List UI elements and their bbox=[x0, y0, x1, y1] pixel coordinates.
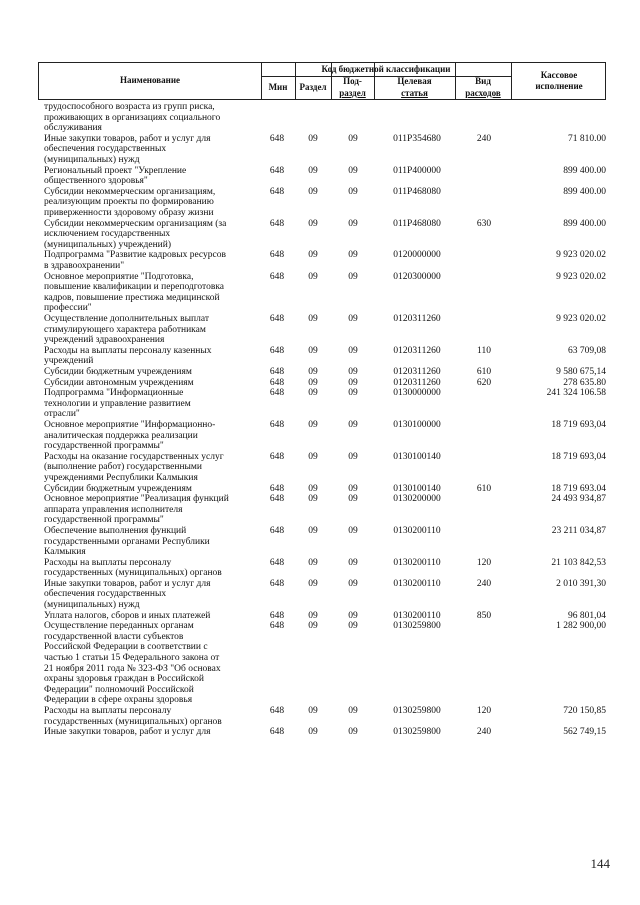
subsection-code: 09 bbox=[348, 388, 358, 399]
row-name: Региональный проект "Укрепление общественного здоровья" bbox=[44, 165, 187, 187]
subsection-code: 09 bbox=[348, 218, 358, 229]
row-name: Расходы на оказание государственных услуг (выполнение работ) государственными учреждениями Республики Калмыкия bbox=[44, 451, 224, 483]
target-item-code: 0130100000 bbox=[393, 419, 441, 430]
target-item-code: 011P400000 bbox=[393, 165, 441, 176]
target-item-code: 0130200110 bbox=[393, 578, 441, 589]
target-item-code: 0130200000 bbox=[393, 494, 441, 505]
table-row bbox=[0, 346, 640, 367]
subsection-code: 09 bbox=[348, 727, 358, 738]
cash-execution-amount: 278 635.80 bbox=[563, 377, 606, 388]
table-row bbox=[0, 187, 640, 219]
target-item-code: 011P354680 bbox=[393, 133, 441, 144]
table-row bbox=[0, 250, 640, 271]
expense-type-code: 120 bbox=[476, 706, 492, 717]
section-code: 09 bbox=[308, 313, 318, 324]
target-item-code: 0130259800 bbox=[393, 621, 441, 632]
ministry-code: 648 bbox=[269, 557, 285, 568]
cash-execution-amount: 18 719 693.04 bbox=[551, 483, 606, 494]
table-row bbox=[0, 621, 640, 706]
section-code: 09 bbox=[308, 578, 318, 589]
subsection-code: 09 bbox=[348, 419, 358, 430]
table-row bbox=[0, 706, 640, 727]
row-name: Основное мероприятие "Реализация функций аппарата управления исполнителя государственной программы" bbox=[44, 494, 229, 526]
expense-type-code: 120 bbox=[476, 557, 492, 568]
subsection-code: 09 bbox=[348, 621, 358, 632]
section-code: 09 bbox=[308, 165, 318, 176]
cash-execution-amount: 9 923 020.02 bbox=[556, 313, 606, 324]
target-item-code: 0120300000 bbox=[393, 271, 441, 282]
row-name: Иные закупки товаров, работ и услуг для bbox=[44, 727, 211, 738]
table-row bbox=[0, 102, 640, 134]
subsection-code: 09 bbox=[348, 366, 358, 377]
section-code: 09 bbox=[308, 557, 318, 568]
ministry-code: 648 bbox=[269, 366, 285, 377]
ministry-code: 648 bbox=[269, 165, 285, 176]
subsection-code: 09 bbox=[348, 186, 358, 197]
expense-type-code: 850 bbox=[476, 610, 492, 621]
row-name: Иные закупки товаров, работ и услуг для обеспечения государственных (муниципальных) нужд bbox=[44, 578, 211, 611]
section-code: 09 bbox=[308, 483, 318, 494]
section-code: 09 bbox=[308, 377, 318, 388]
section-code: 09 bbox=[308, 271, 318, 282]
ministry-code: 648 bbox=[269, 610, 285, 621]
expense-type-code: 610 bbox=[476, 366, 492, 377]
ministry-code: 648 bbox=[269, 525, 285, 536]
table-row bbox=[0, 314, 640, 346]
cash-execution-amount: 18 719 693,04 bbox=[551, 451, 606, 462]
cash-execution-amount: 9 580 675,14 bbox=[556, 366, 606, 377]
row-name: Иные закупки товаров, работ и услуг для обеспечения государственных (муниципальных) нужд bbox=[44, 133, 211, 165]
row-name: Осуществление переданных органам государственной власти субъектов Российской Федерации в соответствии с частью 1 статьи 15 Федерального закона от 21 ноября 2011 года № 323-ФЗ "Об основах охраны здоровья граждан в Российской Федерации" полномочий Российской Федерации в сфере охраны здоровья bbox=[44, 621, 221, 706]
section-code: 09 bbox=[308, 218, 318, 229]
subsection-code: 09 bbox=[348, 557, 358, 568]
row-name: Субсидии некоммерческим организациям (за исключением государственных (муниципальных) учреждений) bbox=[44, 218, 227, 250]
page-number: 144 bbox=[590, 856, 610, 871]
table-row bbox=[0, 134, 640, 166]
row-name: Осуществление дополнительных выплат стимулирующего характера работникам учреждений здравоохранения bbox=[44, 313, 209, 346]
subsection-code: 09 bbox=[348, 578, 358, 589]
table-row bbox=[0, 166, 640, 187]
target-item-code: 011P468080 bbox=[393, 186, 441, 197]
ministry-code: 648 bbox=[269, 483, 285, 494]
target-item-code: 0120311260 bbox=[393, 313, 441, 324]
target-item-code: 0130200110 bbox=[393, 610, 441, 621]
target-item-code: 0120311260 bbox=[393, 345, 441, 356]
target-item-code: 0130100140 bbox=[393, 451, 441, 462]
target-item-code: 0120000000 bbox=[393, 250, 441, 261]
cash-execution-amount: 241 324 106.58 bbox=[546, 388, 606, 399]
cash-execution-amount: 899 400.00 bbox=[563, 218, 606, 229]
cash-execution-amount: 9 923 020.02 bbox=[556, 271, 606, 282]
header-celevaya-2: статья bbox=[401, 88, 428, 98]
cash-execution-amount: 24 493 934,87 bbox=[551, 494, 606, 505]
ministry-code: 648 bbox=[269, 186, 285, 197]
section-code: 09 bbox=[308, 727, 318, 738]
subsection-code: 09 bbox=[348, 133, 358, 144]
subsection-code: 09 bbox=[348, 494, 358, 505]
section-code: 09 bbox=[308, 610, 318, 621]
expense-type-code: 610 bbox=[476, 483, 492, 494]
row-name: Основное мероприятие "Подготовка, повышение квалификации и переподготовка кадров, повышение престижа медицинской профессии" bbox=[44, 271, 225, 314]
section-code: 09 bbox=[308, 451, 318, 462]
cash-execution-amount: 21 103 842,53 bbox=[551, 557, 606, 568]
section-code: 09 bbox=[308, 186, 318, 197]
row-name: Субсидии некоммерческим организациям, реализующим проекты по формированию приверженности здоровому образу жизни bbox=[44, 186, 216, 218]
table-row bbox=[0, 388, 640, 420]
cash-execution-amount: 9 923 020.02 bbox=[556, 250, 606, 261]
cash-execution-amount: 63 709,08 bbox=[568, 345, 606, 356]
ministry-code: 648 bbox=[269, 419, 285, 430]
header-celevaya-1: Целевая bbox=[397, 76, 432, 86]
subsection-code: 09 bbox=[348, 525, 358, 536]
subsection-code: 09 bbox=[348, 271, 358, 282]
target-item-code: 0120311260 bbox=[393, 377, 441, 388]
header-podrazdel-1: Под- bbox=[343, 76, 362, 86]
target-item-code: 0130000000 bbox=[393, 388, 441, 399]
row-name: Подпрограмма "Информационные технологии и управление развитием отрасли" bbox=[44, 388, 191, 420]
table-body bbox=[0, 102, 640, 738]
cash-execution-amount: 96 801,04 bbox=[568, 610, 606, 621]
row-name: Субсидии бюджетным учреждениям bbox=[44, 483, 192, 494]
row-name: Расходы на выплаты персоналу казенных учреждений bbox=[44, 345, 212, 367]
ministry-code: 648 bbox=[269, 388, 285, 399]
row-name: Субсидии бюджетным учреждениям bbox=[44, 366, 192, 377]
table-row bbox=[0, 367, 640, 378]
section-code: 09 bbox=[308, 494, 318, 505]
table-row bbox=[0, 579, 640, 611]
target-item-code: 011P468080 bbox=[393, 218, 441, 229]
ministry-code: 648 bbox=[269, 727, 285, 738]
row-name: Расходы на выплаты персоналу государственных (муниципальных) органов bbox=[44, 706, 222, 727]
section-code: 09 bbox=[308, 366, 318, 377]
ministry-code: 648 bbox=[269, 313, 285, 324]
target-item-code: 0130100140 bbox=[393, 483, 441, 494]
table-row bbox=[0, 558, 640, 579]
section-code: 09 bbox=[308, 525, 318, 536]
cash-execution-amount: 71 810.00 bbox=[568, 133, 606, 144]
table-row bbox=[0, 526, 640, 558]
section-code: 09 bbox=[308, 133, 318, 144]
expense-type-code: 110 bbox=[477, 345, 491, 356]
ministry-code: 648 bbox=[269, 133, 285, 144]
ministry-code: 648 bbox=[269, 451, 285, 462]
row-name: Уплата налогов, сборов и иных платежей bbox=[44, 610, 211, 621]
cash-execution-amount: 2 010 391,30 bbox=[556, 578, 606, 589]
row-name: Подпрограмма "Развитие кадровых ресурсов в здравоохранении" bbox=[44, 250, 226, 271]
row-name: Обеспечение выполнения функций государственными органами Республики Калмыкия bbox=[44, 525, 210, 558]
table-row bbox=[0, 219, 640, 251]
expense-type-code: 620 bbox=[476, 377, 492, 388]
subsection-code: 09 bbox=[348, 706, 358, 717]
subsection-code: 09 bbox=[348, 165, 358, 176]
row-name: Основное мероприятие "Информационно- аналитическая поддержка реализации государственной программы" bbox=[44, 419, 216, 452]
expense-type-code: 240 bbox=[476, 727, 492, 738]
table-row bbox=[0, 727, 640, 738]
cash-execution-amount: 562 749,15 bbox=[563, 727, 606, 738]
table-header bbox=[38, 62, 606, 100]
target-item-code: 0130200110 bbox=[393, 525, 441, 536]
target-item-code: 0120311260 bbox=[393, 366, 441, 377]
section-code: 09 bbox=[308, 621, 318, 632]
subsection-code: 09 bbox=[348, 313, 358, 324]
ministry-code: 648 bbox=[269, 578, 285, 589]
header-razdel: Раздел bbox=[299, 82, 327, 92]
header-min: Мин bbox=[268, 82, 288, 92]
ministry-code: 648 bbox=[269, 250, 285, 261]
section-code: 09 bbox=[308, 345, 318, 356]
header-name: Наименование bbox=[120, 75, 180, 85]
row-name: трудоспособного возраста из групп риска, проживающих в организациях социального обслуживания bbox=[44, 102, 221, 134]
section-code: 09 bbox=[308, 706, 318, 717]
table-row bbox=[0, 484, 640, 495]
subsection-code: 09 bbox=[348, 483, 358, 494]
table-row bbox=[0, 611, 640, 622]
cash-execution-amount: 23 211 034,87 bbox=[551, 525, 606, 536]
header-kassa-1: Кассовое bbox=[540, 70, 578, 80]
section-code: 09 bbox=[308, 250, 318, 261]
section-code: 09 bbox=[308, 388, 318, 399]
header-code-group: Код бюджетной классификации bbox=[321, 64, 451, 74]
table-row bbox=[0, 378, 640, 389]
header-vid-1: Вид bbox=[475, 76, 491, 86]
cash-execution-amount: 899 400.00 bbox=[563, 165, 606, 176]
cash-execution-amount: 18 719 693,04 bbox=[551, 419, 606, 430]
cash-execution-amount: 899 400.00 bbox=[563, 186, 606, 197]
subsection-code: 09 bbox=[348, 345, 358, 356]
row-name: Расходы на выплаты персоналу государственных (муниципальных) органов bbox=[44, 557, 222, 579]
table-row bbox=[0, 452, 640, 484]
header-podrazdel-2: раздел bbox=[339, 88, 366, 98]
ministry-code: 648 bbox=[269, 621, 285, 632]
table-row bbox=[0, 494, 640, 526]
ministry-code: 648 bbox=[269, 706, 285, 717]
ministry-code: 648 bbox=[269, 494, 285, 505]
target-item-code: 0130259800 bbox=[393, 727, 441, 738]
row-name: Субсидии автономным учреждениям bbox=[44, 377, 194, 388]
subsection-code: 09 bbox=[348, 377, 358, 388]
section-code: 09 bbox=[308, 419, 318, 430]
ministry-code: 648 bbox=[269, 377, 285, 388]
table-row bbox=[0, 420, 640, 452]
subsection-code: 09 bbox=[348, 451, 358, 462]
cash-execution-amount: 1 282 900,00 bbox=[556, 621, 606, 632]
header-vid-2: расходов bbox=[465, 88, 501, 98]
cash-execution-amount: 720 150,85 bbox=[563, 706, 606, 717]
ministry-code: 648 bbox=[269, 345, 285, 356]
target-item-code: 0130259800 bbox=[393, 706, 441, 717]
expense-type-code: 240 bbox=[476, 133, 492, 144]
expense-type-code: 630 bbox=[476, 218, 492, 229]
expense-type-code: 240 bbox=[476, 578, 492, 589]
table-row bbox=[0, 272, 640, 314]
target-item-code: 0130200110 bbox=[393, 557, 441, 568]
subsection-code: 09 bbox=[348, 250, 358, 261]
subsection-code: 09 bbox=[348, 610, 358, 621]
ministry-code: 648 bbox=[269, 218, 285, 229]
header-kassa-2: исполнение bbox=[535, 81, 583, 91]
ministry-code: 648 bbox=[269, 271, 285, 282]
